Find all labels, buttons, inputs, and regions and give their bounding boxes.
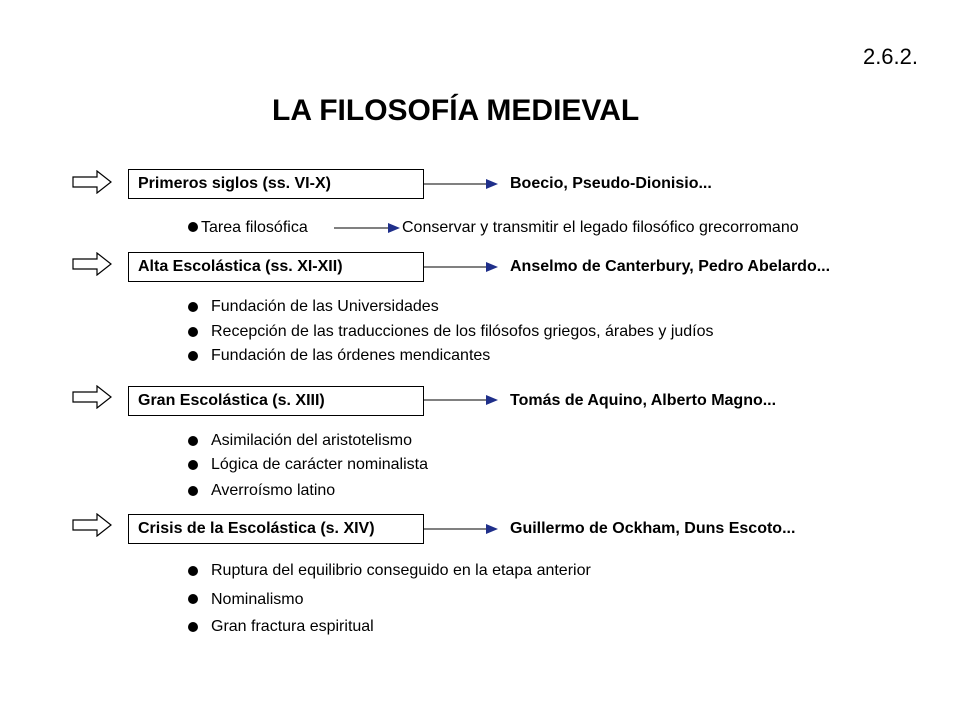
task-value: Conservar y transmitir el legado filosófico grecorromano (402, 219, 799, 236)
arrow-right-icon (424, 178, 498, 190)
authors-primeros-siglos: Boecio, Pseudo-Dionisio... (510, 175, 712, 192)
bullet-dot-icon (188, 460, 198, 470)
bullet-dot-icon (188, 302, 198, 312)
section-box-crisis-escolastica: Crisis de la Escolástica (s. XIV) (128, 514, 424, 544)
page-title: LA FILOSOFÍA MEDIEVAL (272, 94, 640, 127)
list-item: Fundación de las órdenes mendicantes (211, 347, 491, 364)
task-label: Tarea filosófica (201, 219, 308, 236)
arrow-right-icon (424, 394, 498, 406)
outline-arrow-icon (72, 385, 112, 409)
bullet-dot-icon (188, 436, 198, 446)
bullet-dot-icon (188, 594, 198, 604)
authors-crisis-escolastica: Guillermo de Ockham, Duns Escoto... (510, 520, 796, 537)
section-box-gran-escolastica: Gran Escolástica (s. XIII) (128, 386, 424, 416)
bullet-dot-icon (188, 351, 198, 361)
list-item: Fundación de las Universidades (211, 298, 439, 315)
list-item: Ruptura del equilibrio conseguido en la etapa anterior (211, 562, 591, 579)
bullet-dot-icon (188, 222, 198, 232)
bullet-dot-icon (188, 486, 198, 496)
bullet-dot-icon (188, 622, 198, 632)
list-item: Gran fractura espiritual (211, 618, 374, 635)
arrow-right-icon (424, 523, 498, 535)
section-box-alta-escolastica: Alta Escolástica (ss. XI-XII) (128, 252, 424, 282)
list-item: Averroísmo latino (211, 482, 336, 499)
list-item: Recepción de las traducciones de los filósofos griegos, árabes y judíos (211, 323, 714, 340)
slide-number: 2.6.2. (862, 44, 918, 69)
outline-arrow-icon (72, 170, 112, 194)
section-box-primeros-siglos: Primeros siglos (ss. VI-X) (128, 169, 424, 199)
bullet-dot-icon (188, 327, 198, 337)
list-item: Nominalismo (211, 591, 304, 608)
outline-arrow-icon (72, 513, 112, 537)
list-item: Lógica de carácter nominalista (211, 456, 429, 473)
arrow-right-icon (334, 222, 400, 234)
arrow-right-icon (424, 261, 498, 273)
authors-gran-escolastica: Tomás de Aquino, Alberto Magno... (510, 392, 777, 409)
list-item: Asimilación del aristotelismo (211, 432, 412, 449)
outline-arrow-icon (72, 252, 112, 276)
authors-alta-escolastica: Anselmo de Canterbury, Pedro Abelardo... (510, 258, 831, 275)
bullet-dot-icon (188, 566, 198, 576)
